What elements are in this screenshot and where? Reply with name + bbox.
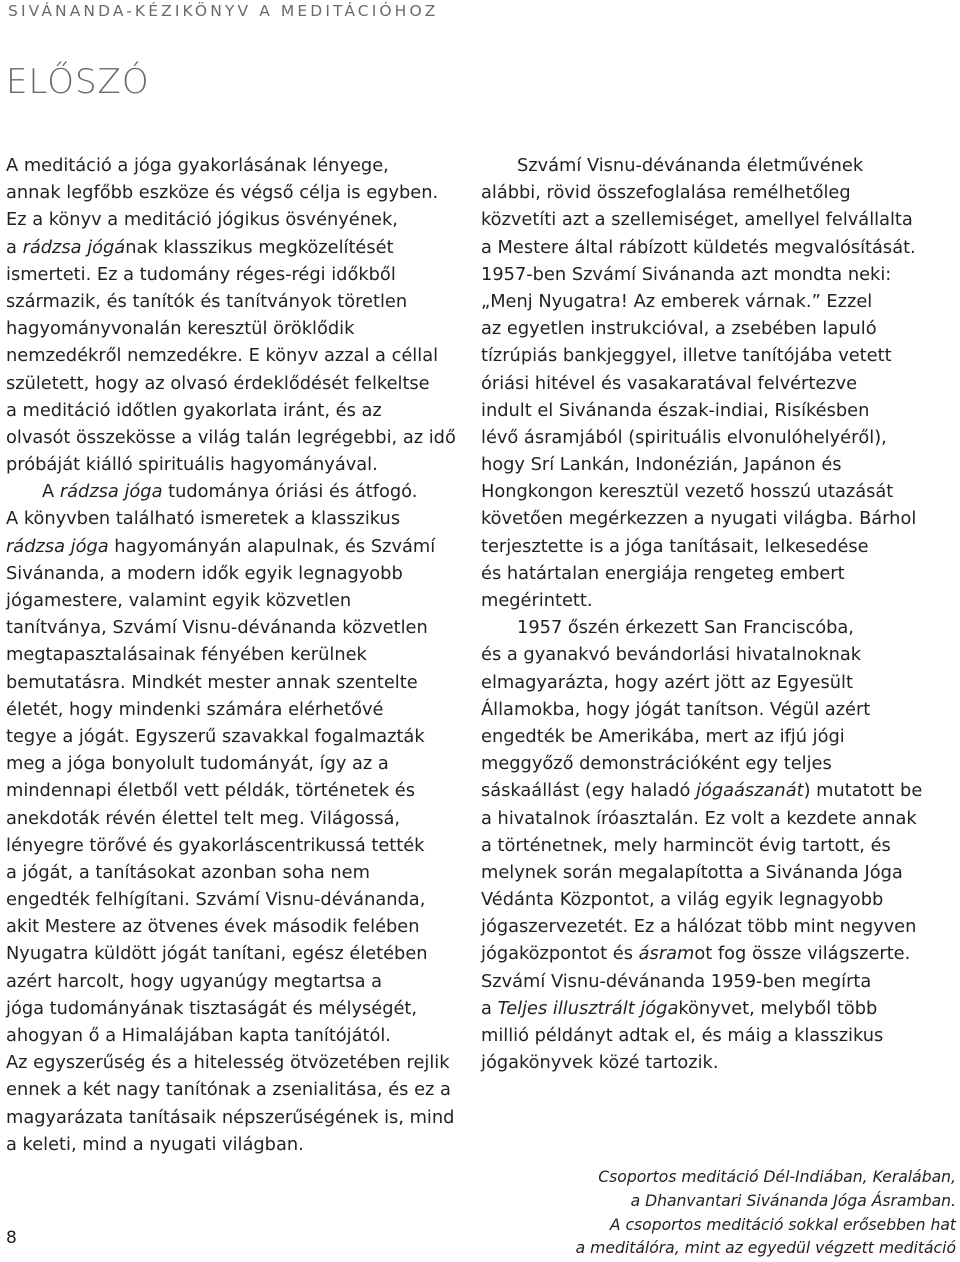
text-line [6, 940, 446, 967]
text-line [6, 315, 446, 342]
italic-term: ásram [638, 943, 695, 965]
text-segment: megérintett. [481, 590, 593, 611]
text-line [481, 1049, 941, 1076]
text-segment: terjesztette is a jóga tanításait, lelkesedése [481, 535, 869, 557]
text-line [481, 832, 941, 859]
text-line [6, 560, 446, 587]
text-line [481, 913, 941, 940]
text-segment: sáskaállást (egy haladó [481, 780, 697, 802]
body-text-left-column [6, 152, 456, 1158]
text-line [481, 234, 941, 261]
text-segment: hagyományán alapulnak, és Szvámí [108, 535, 436, 557]
text-segment: A könyvben található ismeretek a klasszikus [6, 508, 401, 530]
text-segment: millió példányt adtak el, és máig a klasszikus [481, 1025, 884, 1046]
text-line [481, 560, 941, 587]
text-segment: azért harcolt, hogy ugyanúgy megtartsa a [6, 970, 383, 992]
text-segment: A meditáció a jóga gyakorlásának lényege, [6, 155, 389, 176]
text-segment: Szvámí Visnu-dévánanda életművének [517, 155, 864, 176]
text-segment: a keleti, mind a nyugati világban. [6, 1133, 304, 1155]
text-line [481, 995, 941, 1022]
text-segment: az egyetlen instrukcióval, a zsebében lapuló [481, 318, 877, 340]
text-line [6, 614, 446, 641]
text-line [6, 913, 446, 940]
text-segment: jógaközpontot és [481, 943, 639, 965]
text-segment: született, hogy az olvasó érdeklődését felkeltse [6, 372, 430, 394]
text-line [481, 940, 941, 967]
text-segment: származik, és tanítók és tanítványok töretlen [6, 290, 408, 312]
text-line [6, 533, 446, 560]
text-line [6, 696, 446, 723]
text-line [6, 261, 446, 288]
text-line [6, 505, 446, 532]
text-segment: a történetnek, mely harmincöt évig tartott, és [481, 834, 891, 856]
text-segment: a Mestere által rábízott küldetés megvalósítását. [481, 236, 916, 258]
text-segment: ismerteti. Ez a tudomány réges-régi időkből [6, 263, 396, 285]
photo-caption [576, 1166, 956, 1261]
text-line [6, 397, 446, 424]
text-line [6, 859, 446, 886]
caption-line: A csoportos meditáció sokkal erősebben hat [609, 1215, 956, 1234]
text-segment: Hongkongon keresztül vezető hosszú utazását [481, 481, 894, 503]
text-line [6, 587, 446, 614]
text-segment: lényegre törővé és gyakorláscentrikussá tették [6, 834, 425, 856]
text-segment: a [6, 236, 23, 258]
text-segment: a meditáció időtlen gyakorlata iránt, és az [6, 399, 382, 421]
text-segment: a [481, 997, 498, 1019]
text-line [481, 315, 941, 342]
text-line [481, 261, 941, 288]
text-line [6, 832, 446, 859]
text-line [481, 886, 941, 913]
text-segment: Védánta Központot, a világ egyik legnagyobb [481, 889, 884, 911]
text-line [481, 179, 941, 206]
text-segment: a hivatalnok íróasztalán. Ez volt a kezdete annak [481, 807, 917, 829]
text-segment: Ez a könyv a meditáció jógikus ösvényének, [6, 209, 398, 231]
text-line [6, 179, 446, 206]
text-line [6, 342, 446, 369]
italic-term: jógaászanát [696, 780, 804, 802]
text-segment: óriási hitével és vasakaratával felvértezve [481, 372, 858, 394]
text-segment: bemutatásra. Mindkét mester annak szentelte [6, 671, 418, 693]
text-segment: követően megérkezzen a nyugati világba. Bárhol [481, 508, 917, 530]
text-segment: jóga tudományának tisztaságát és mélységét, [6, 997, 418, 1019]
text-segment: melynek során megalapította a Sivánanda Jóga [481, 861, 903, 883]
text-line [6, 478, 446, 505]
text-line [481, 152, 941, 179]
italic-term: rádzsa jóga [6, 535, 109, 557]
caption-line: Csoportos meditáció Dél-Indiában, Keralában, [598, 1168, 956, 1186]
text-segment: hogy Srí Lankán, Indonézián, Japánon és [481, 454, 842, 476]
text-line [6, 641, 446, 668]
text-segment: életét, hogy mindenki számára elérhetővé [6, 698, 384, 720]
text-line [6, 152, 446, 179]
text-segment: közvetíti azt a szellemiséget, amellyel felvállalta [481, 209, 913, 231]
text-segment: mindennapi életből vett példák, történetek és [6, 780, 415, 802]
text-segment: Szvámí Visnu-dévánanda 1959-ben megírta [481, 970, 872, 992]
caption-line: a Dhanvantari Sivánanda Jóga Ásramban. [630, 1191, 956, 1210]
text-segment: magyarázata tanításaik népszerűségének is, mind [6, 1106, 455, 1128]
text-segment: és határtalan energiája rengeteg embert [481, 562, 845, 584]
text-segment: nak klasszikus megközelítését [125, 236, 394, 258]
text-line [6, 234, 446, 261]
text-segment: A [42, 481, 60, 503]
text-line [481, 750, 941, 777]
text-segment: Az egyszerűség és a hitelesség ötvözetében rejlik [6, 1052, 450, 1074]
text-line [481, 451, 941, 478]
text-line [481, 696, 941, 723]
text-segment: jógaszervezetét. Ez a hálózat több mint negyven [481, 916, 917, 938]
text-segment: alábbi, rövid összefoglalása remélhetőleg [481, 182, 851, 204]
text-line [481, 641, 941, 668]
text-segment: engedték be Amerikába, mert az ifjú jógi [481, 725, 845, 747]
text-segment: tanítványa, Szvámí Visnu-dévánanda közvetlen [6, 617, 428, 639]
text-line [6, 370, 446, 397]
text-line [481, 397, 941, 424]
text-segment: ahogyan ő a Himalájában kapta tanítójától. [6, 1025, 391, 1046]
text-line [6, 424, 456, 451]
text-line [481, 478, 941, 505]
text-segment: 1957 őszén érkezett San Franciscóba, [517, 617, 854, 639]
italic-term: Teljes illusztrált jóga [497, 997, 679, 1019]
text-segment: akit Mestere az ötvenes évek második felében [6, 916, 420, 938]
text-segment: könyvet, melyből több [678, 997, 878, 1019]
italic-term: rádzsa jóga [59, 481, 163, 503]
text-line [481, 777, 941, 804]
text-line [481, 614, 941, 641]
body-text-right-column [481, 152, 941, 1076]
text-segment: jógakönyvek közé tartozik. [481, 1052, 719, 1074]
text-line [6, 1022, 446, 1049]
text-line [6, 206, 446, 233]
text-line [481, 505, 941, 532]
text-segment: ennek a két nagy tanítónak a zsenialitása, és ez a [6, 1079, 451, 1101]
text-line [481, 968, 941, 995]
text-line [6, 777, 446, 804]
text-line [6, 886, 446, 913]
text-line [481, 859, 941, 886]
text-segment: tegye a jógát. Egyszerű szavakkal fogalmazták [6, 725, 425, 747]
text-segment: hagyományvonalán keresztül öröklődik [6, 318, 355, 340]
text-line [6, 451, 446, 478]
text-segment: a jógát, a tanításokat azonban soha nem [6, 861, 370, 883]
text-segment: anekdoták révén élettel telt meg. Világossá, [6, 807, 401, 829]
text-segment: Sivánanda, a modern idők egyik legnagyobb [6, 562, 403, 584]
text-segment: elmagyarázta, hogy azért jött az Egyesült [481, 671, 853, 693]
text-line [481, 206, 941, 233]
italic-term: rádzsa jógá [22, 236, 126, 258]
running-head: SIVÁNANDA-KÉZIKÖNYV A MEDITÁCIÓHOZ [8, 2, 439, 20]
text-segment: 1957-ben Szvámí Sivánanda azt mondta neki: [481, 263, 892, 285]
text-segment: lévő ásramjából (spirituális elvonulóhelyéről), [481, 426, 887, 448]
text-line [6, 1131, 446, 1158]
text-line [481, 342, 941, 369]
text-segment: ) mutatott be [803, 780, 923, 802]
text-segment: próbáját kiálló spirituális hagyományával. [6, 454, 378, 476]
text-line [6, 723, 446, 750]
text-segment: ot fog össze világszerte. [694, 943, 911, 965]
text-line [481, 288, 941, 315]
text-segment: „Menj Nyugatra! Az emberek várnak.” Ezzel [481, 290, 873, 312]
text-segment: olvasót összekösse a világ talán legrégebbi, az idő [6, 426, 456, 448]
text-line [481, 424, 941, 451]
text-segment: tízrúpiás bankjeggyel, illetve tanítójába vetett [481, 345, 892, 367]
text-line [481, 1022, 941, 1049]
text-line [6, 995, 446, 1022]
text-segment: engedték felhígítani. Szvámí Visnu-dévánanda, [6, 889, 426, 911]
text-line [6, 1104, 455, 1131]
chapter-title: ELŐSZÓ [6, 62, 150, 102]
text-segment: Államokba, hogy jógát tanítson. Végül azért [481, 698, 871, 720]
text-line [6, 669, 446, 696]
text-line [481, 723, 941, 750]
text-line [6, 750, 446, 777]
text-line [481, 370, 941, 397]
text-segment: indult el Sivánanda észak-indiai, Risíkésben [481, 399, 870, 421]
text-segment: Nyugatra küldött jógát tanítani, egész életében [6, 943, 428, 965]
text-segment: annak legfőbb eszköze és végső célja is egyben. [6, 182, 439, 204]
text-line [481, 669, 941, 696]
text-line [6, 288, 446, 315]
text-line [6, 968, 446, 995]
text-line [481, 805, 941, 832]
text-segment: nemzedékről nemzedékre. E könyv azzal a céllal [6, 345, 439, 367]
text-line [481, 587, 941, 614]
text-segment: jógamestere, valamint egyik közvetlen [6, 590, 352, 611]
text-line [6, 1076, 451, 1103]
page-number: 8 [6, 1228, 17, 1248]
text-segment: megtapasztalásainak fényében kerülnek [6, 644, 367, 666]
text-line [481, 533, 941, 560]
text-line [6, 805, 446, 832]
text-segment: meg a jóga bonyolult tudományát, így az a [6, 753, 389, 775]
text-segment: meggyőző demonstrációként egy teljes [481, 753, 832, 775]
text-segment: tudománya óriási és átfogó. [162, 481, 418, 503]
caption-line: a meditálóra, mint az egyedül végzett meditáció [575, 1239, 956, 1258]
text-segment: és a gyanakvó bevándorlási hivatalnoknak [481, 644, 862, 666]
text-line [6, 1049, 450, 1076]
